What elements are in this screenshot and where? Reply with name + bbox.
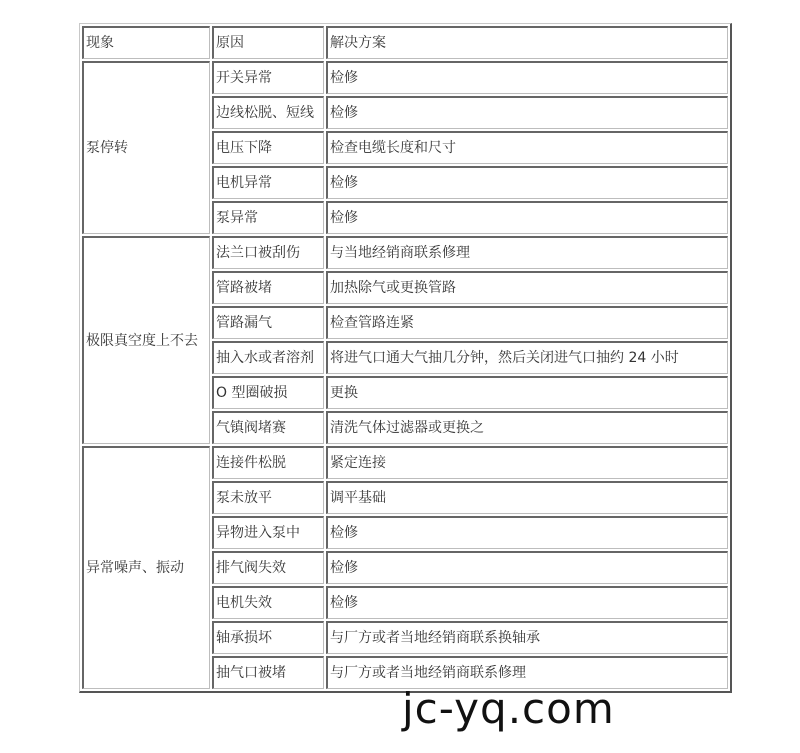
phenomenon-cell: 异常噪声、振动 [82, 446, 210, 689]
troubleshooting-table [79, 23, 732, 693]
cause-cell: 气镇阀堵赛 [212, 411, 324, 444]
cause-cell: 抽入水或者溶剂 [212, 341, 324, 374]
phenomenon-cell: 极限真空度上不去 [82, 236, 210, 444]
cause-cell: 电机异常 [212, 166, 324, 199]
solution-cell: 检修 [326, 201, 728, 234]
watermark-text: jc-yq.com [402, 684, 615, 733]
solution-cell: 检修 [326, 166, 728, 199]
cause-cell: 抽气口被堵 [212, 656, 324, 689]
solution-cell: 清洗气体过滤器或更换之 [326, 411, 728, 444]
cause-cell: 电机失效 [212, 586, 324, 619]
solution-cell: 检查管路连紧 [326, 306, 728, 339]
solution-cell: 与当地经销商联系修理 [326, 236, 728, 269]
solution-cell: 检修 [326, 61, 728, 94]
solution-cell: 检修 [326, 516, 728, 549]
solution-cell: 加热除气或更换管路 [326, 271, 728, 304]
cause-cell: O 型圈破损 [212, 376, 324, 409]
cause-cell: 异物进入泵中 [212, 516, 324, 549]
solution-cell: 与厂方或者当地经销商联系换轴承 [326, 621, 728, 654]
solution-cell: 检修 [326, 551, 728, 584]
cause-cell: 开关异常 [212, 61, 324, 94]
cause-cell: 连接件松脱 [212, 446, 324, 479]
solution-cell: 与厂方或者当地经销商联系修理 [326, 656, 728, 689]
solution-cell: 将进气口通大气抽几分钟，然后关闭进气口抽约 24 小时 [326, 341, 728, 374]
table-row [82, 236, 728, 269]
cause-cell: 法兰口被刮伤 [212, 236, 324, 269]
table-row [82, 446, 728, 479]
header-cause: 原因 [212, 26, 324, 59]
solution-cell: 调平基础 [326, 481, 728, 514]
solution-cell: 检查电缆长度和尺寸 [326, 131, 728, 164]
cause-cell: 电压下降 [212, 131, 324, 164]
phenomenon-cell: 泵停转 [82, 61, 210, 234]
cause-cell: 泵异常 [212, 201, 324, 234]
solution-cell: 更换 [326, 376, 728, 409]
cause-cell: 管路漏气 [212, 306, 324, 339]
troubleshooting-table-container [79, 23, 732, 693]
cause-cell: 轴承损坏 [212, 621, 324, 654]
table-row [82, 61, 728, 94]
solution-cell: 检修 [326, 96, 728, 129]
solution-cell: 紧定连接 [326, 446, 728, 479]
header-solution: 解决方案 [326, 26, 728, 59]
cause-cell: 排气阀失效 [212, 551, 324, 584]
table-header-row [82, 26, 728, 59]
cause-cell: 管路被堵 [212, 271, 324, 304]
cause-cell: 泵未放平 [212, 481, 324, 514]
header-phenomenon: 现象 [82, 26, 210, 59]
cause-cell: 边线松脱、短线 [212, 96, 324, 129]
solution-cell: 检修 [326, 586, 728, 619]
